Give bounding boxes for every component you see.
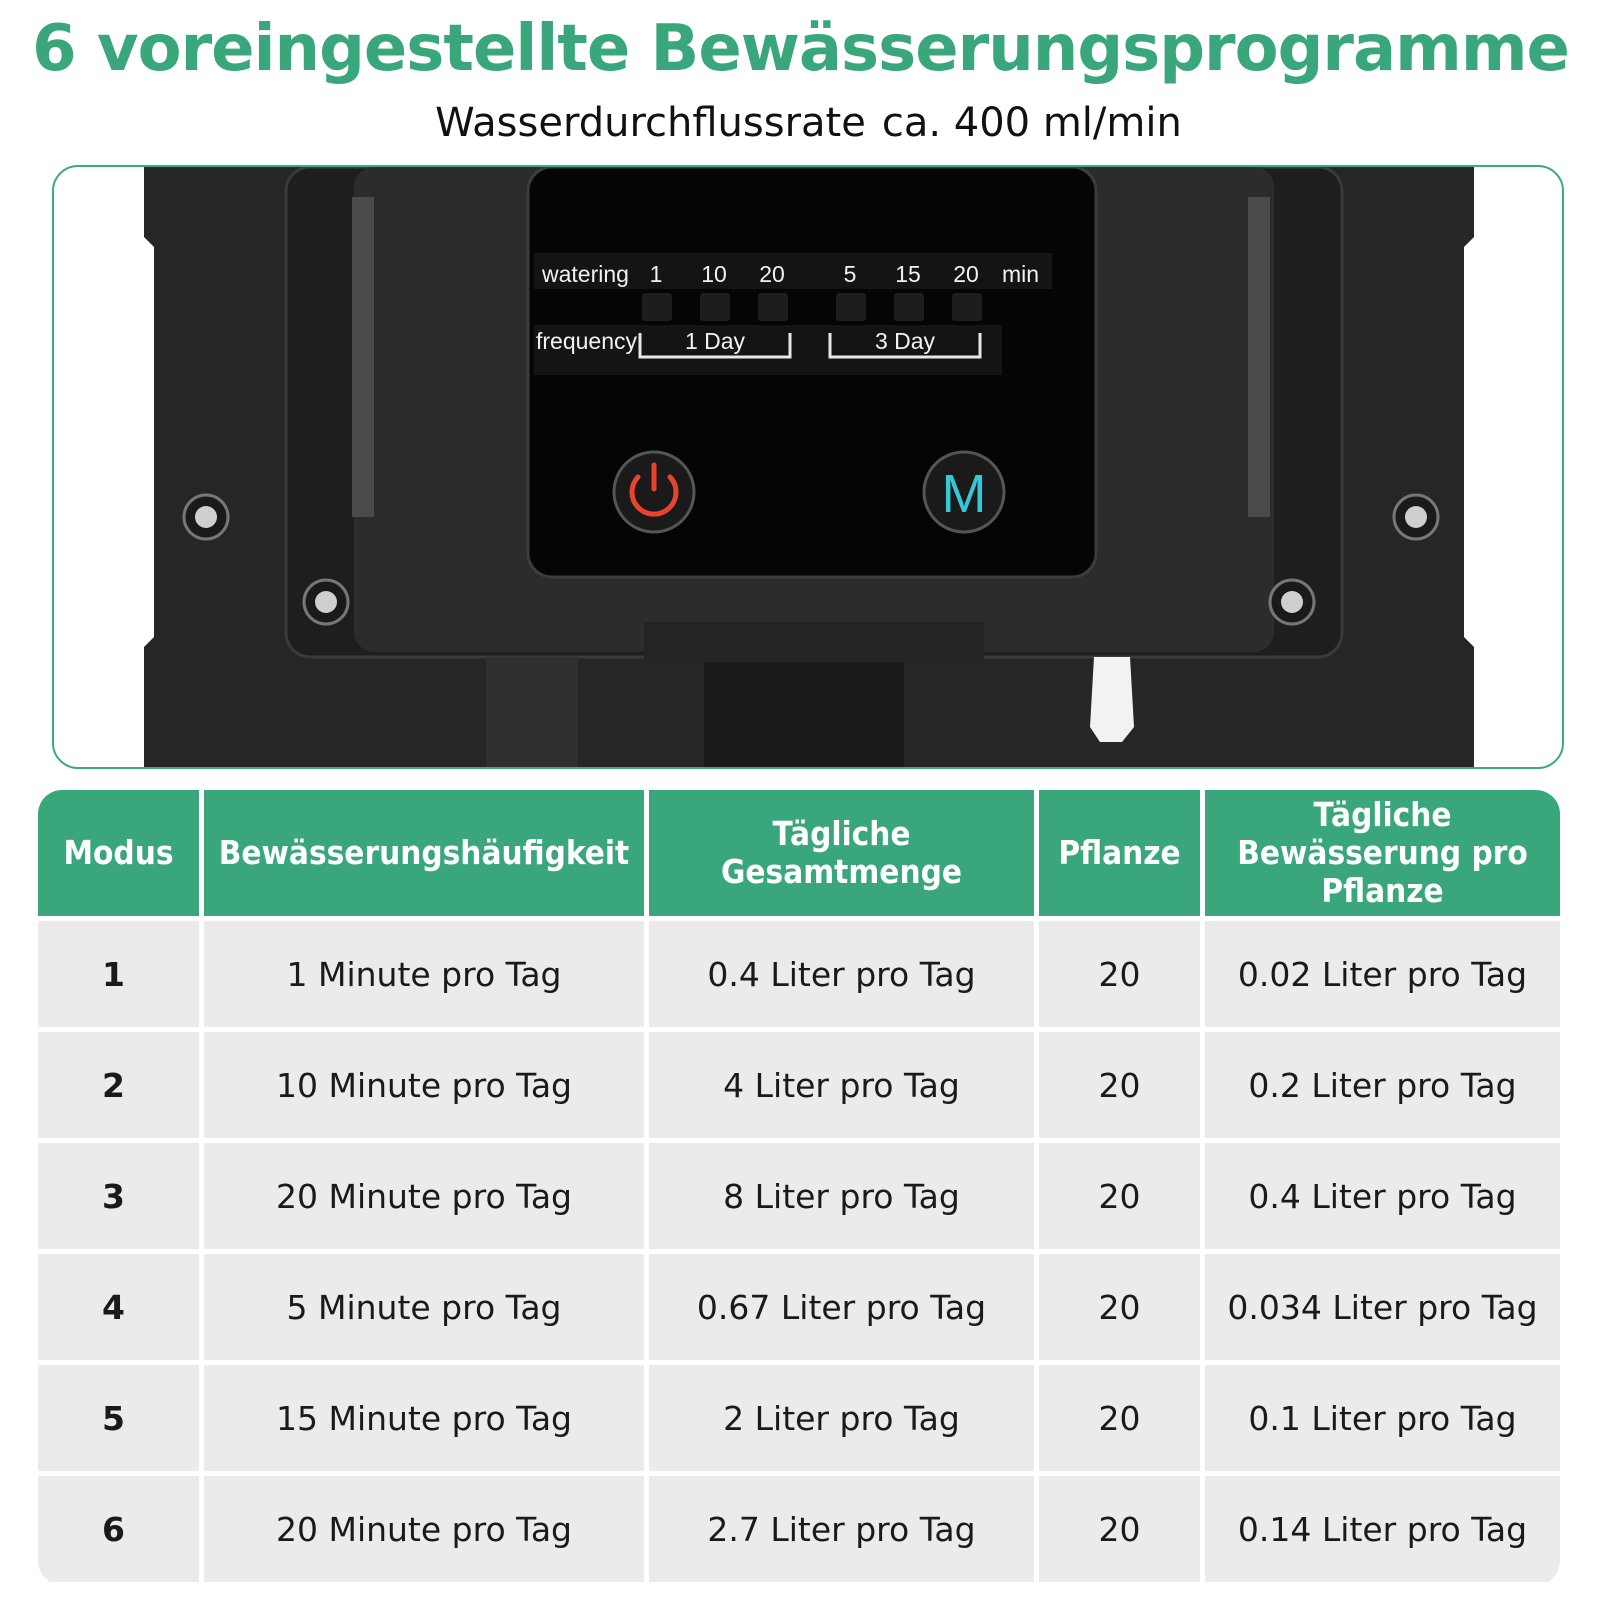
bottom-edge <box>644 622 984 662</box>
cell-frequency: 10 Minute pro Tag <box>204 1032 649 1138</box>
time-label-1: 1 <box>649 261 663 287</box>
center-pipe <box>704 662 904 767</box>
cell-plants: 20 <box>1039 1254 1205 1360</box>
cell-mode: 4 <box>38 1254 204 1360</box>
table-row <box>38 1143 1560 1249</box>
time-label-3: 20 <box>759 261 785 287</box>
indicator-led-4 <box>836 293 866 321</box>
table-row <box>38 921 1560 1027</box>
cell-daily-total: 0.4 Liter pro Tag <box>649 921 1039 1027</box>
table-row <box>38 1365 1560 1471</box>
header-daily-total: Tägliche Gesamtmenge <box>649 790 1039 916</box>
cell-daily-total: 0.67 Liter pro Tag <box>649 1254 1039 1360</box>
time-label-2: 10 <box>701 261 727 287</box>
cell-mode: 2 <box>38 1032 204 1138</box>
cell-daily-total: 2 Liter pro Tag <box>649 1365 1039 1471</box>
program-table <box>38 790 1560 1585</box>
cell-mode: 5 <box>38 1365 204 1471</box>
right-rail <box>1248 197 1270 517</box>
cell-mode: 1 <box>38 921 204 1027</box>
indicator-led-1 <box>642 293 672 321</box>
indicator-led-2 <box>700 293 730 321</box>
cell-per-plant: 0.4 Liter pro Tag <box>1248 1176 1517 1216</box>
flow-rate-subtitle <box>0 100 1601 146</box>
time-label-5: 15 <box>895 261 921 287</box>
cell-per-plant: 0.1 Liter pro Tag <box>1248 1398 1517 1438</box>
left-rail <box>352 197 374 517</box>
cell-per-plant: 0.2 Liter pro Tag <box>1248 1065 1517 1105</box>
indicator-led-6 <box>952 293 982 321</box>
cell-mode: 3 <box>38 1143 204 1249</box>
table-header-row <box>38 790 1560 916</box>
flow-rate-label: Wasserdurchflussrate <box>435 100 866 146</box>
cell-frequency: 20 Minute pro Tag <box>204 1143 649 1249</box>
cell-frequency: 5 Minute pro Tag <box>204 1254 649 1360</box>
cell-mode: 6 <box>38 1476 204 1582</box>
hose-connector <box>1090 657 1134 742</box>
flow-rate-value: ca. 400 ml/min <box>881 100 1182 146</box>
cell-daily-total: 2.7 Liter pro Tag <box>649 1476 1039 1582</box>
frequency-label: frequency <box>536 328 638 354</box>
indicator-led-5 <box>894 293 924 321</box>
table-row <box>38 1254 1560 1360</box>
unit-label: min <box>1002 261 1040 287</box>
cell-plants: 20 <box>1039 1365 1205 1471</box>
header-per-plant: Tägliche Bewässerung pro Pflanze <box>1237 795 1528 910</box>
threaded-outlet <box>486 657 578 767</box>
cell-daily-total: 8 Liter pro Tag <box>649 1143 1039 1249</box>
watering-device-illustration <box>54 167 1562 767</box>
time-label-4: 5 <box>843 261 857 287</box>
table-row <box>38 1476 1560 1582</box>
indicator-led-3 <box>758 293 788 321</box>
power-button[interactable] <box>614 452 694 532</box>
group-label-2: 3 Day <box>874 328 936 354</box>
mode-button[interactable] <box>924 452 1004 532</box>
cell-per-plant: 0.034 Liter pro Tag <box>1227 1287 1538 1327</box>
cell-frequency: 20 Minute pro Tag <box>204 1476 649 1582</box>
cell-plants: 20 <box>1039 1032 1205 1138</box>
header-mode: Modus <box>38 790 204 916</box>
cell-frequency: 15 Minute pro Tag <box>204 1365 649 1471</box>
header-frequency: Bewässerungshäufigkeit <box>204 790 649 916</box>
page-title: 6 voreingestellte Bewässerungsprogramme <box>32 12 1569 86</box>
device-photo <box>52 165 1564 769</box>
cell-plants: 20 <box>1039 1476 1205 1582</box>
cell-plants: 20 <box>1039 1143 1205 1249</box>
cell-per-plant: 0.14 Liter pro Tag <box>1237 1509 1528 1549</box>
header-plants: Pflanze <box>1039 790 1205 916</box>
cell-per-plant: 0.02 Liter pro Tag <box>1237 954 1528 994</box>
mode-icon: M <box>941 464 987 524</box>
watering-label: watering <box>542 261 629 287</box>
group-label-1: 1 Day <box>684 328 746 354</box>
cell-frequency: 1 Minute pro Tag <box>204 921 649 1027</box>
cell-plants: 20 <box>1039 921 1205 1027</box>
cell-daily-total: 4 Liter pro Tag <box>649 1032 1039 1138</box>
table-row <box>38 1032 1560 1138</box>
time-label-6: 20 <box>953 261 979 287</box>
